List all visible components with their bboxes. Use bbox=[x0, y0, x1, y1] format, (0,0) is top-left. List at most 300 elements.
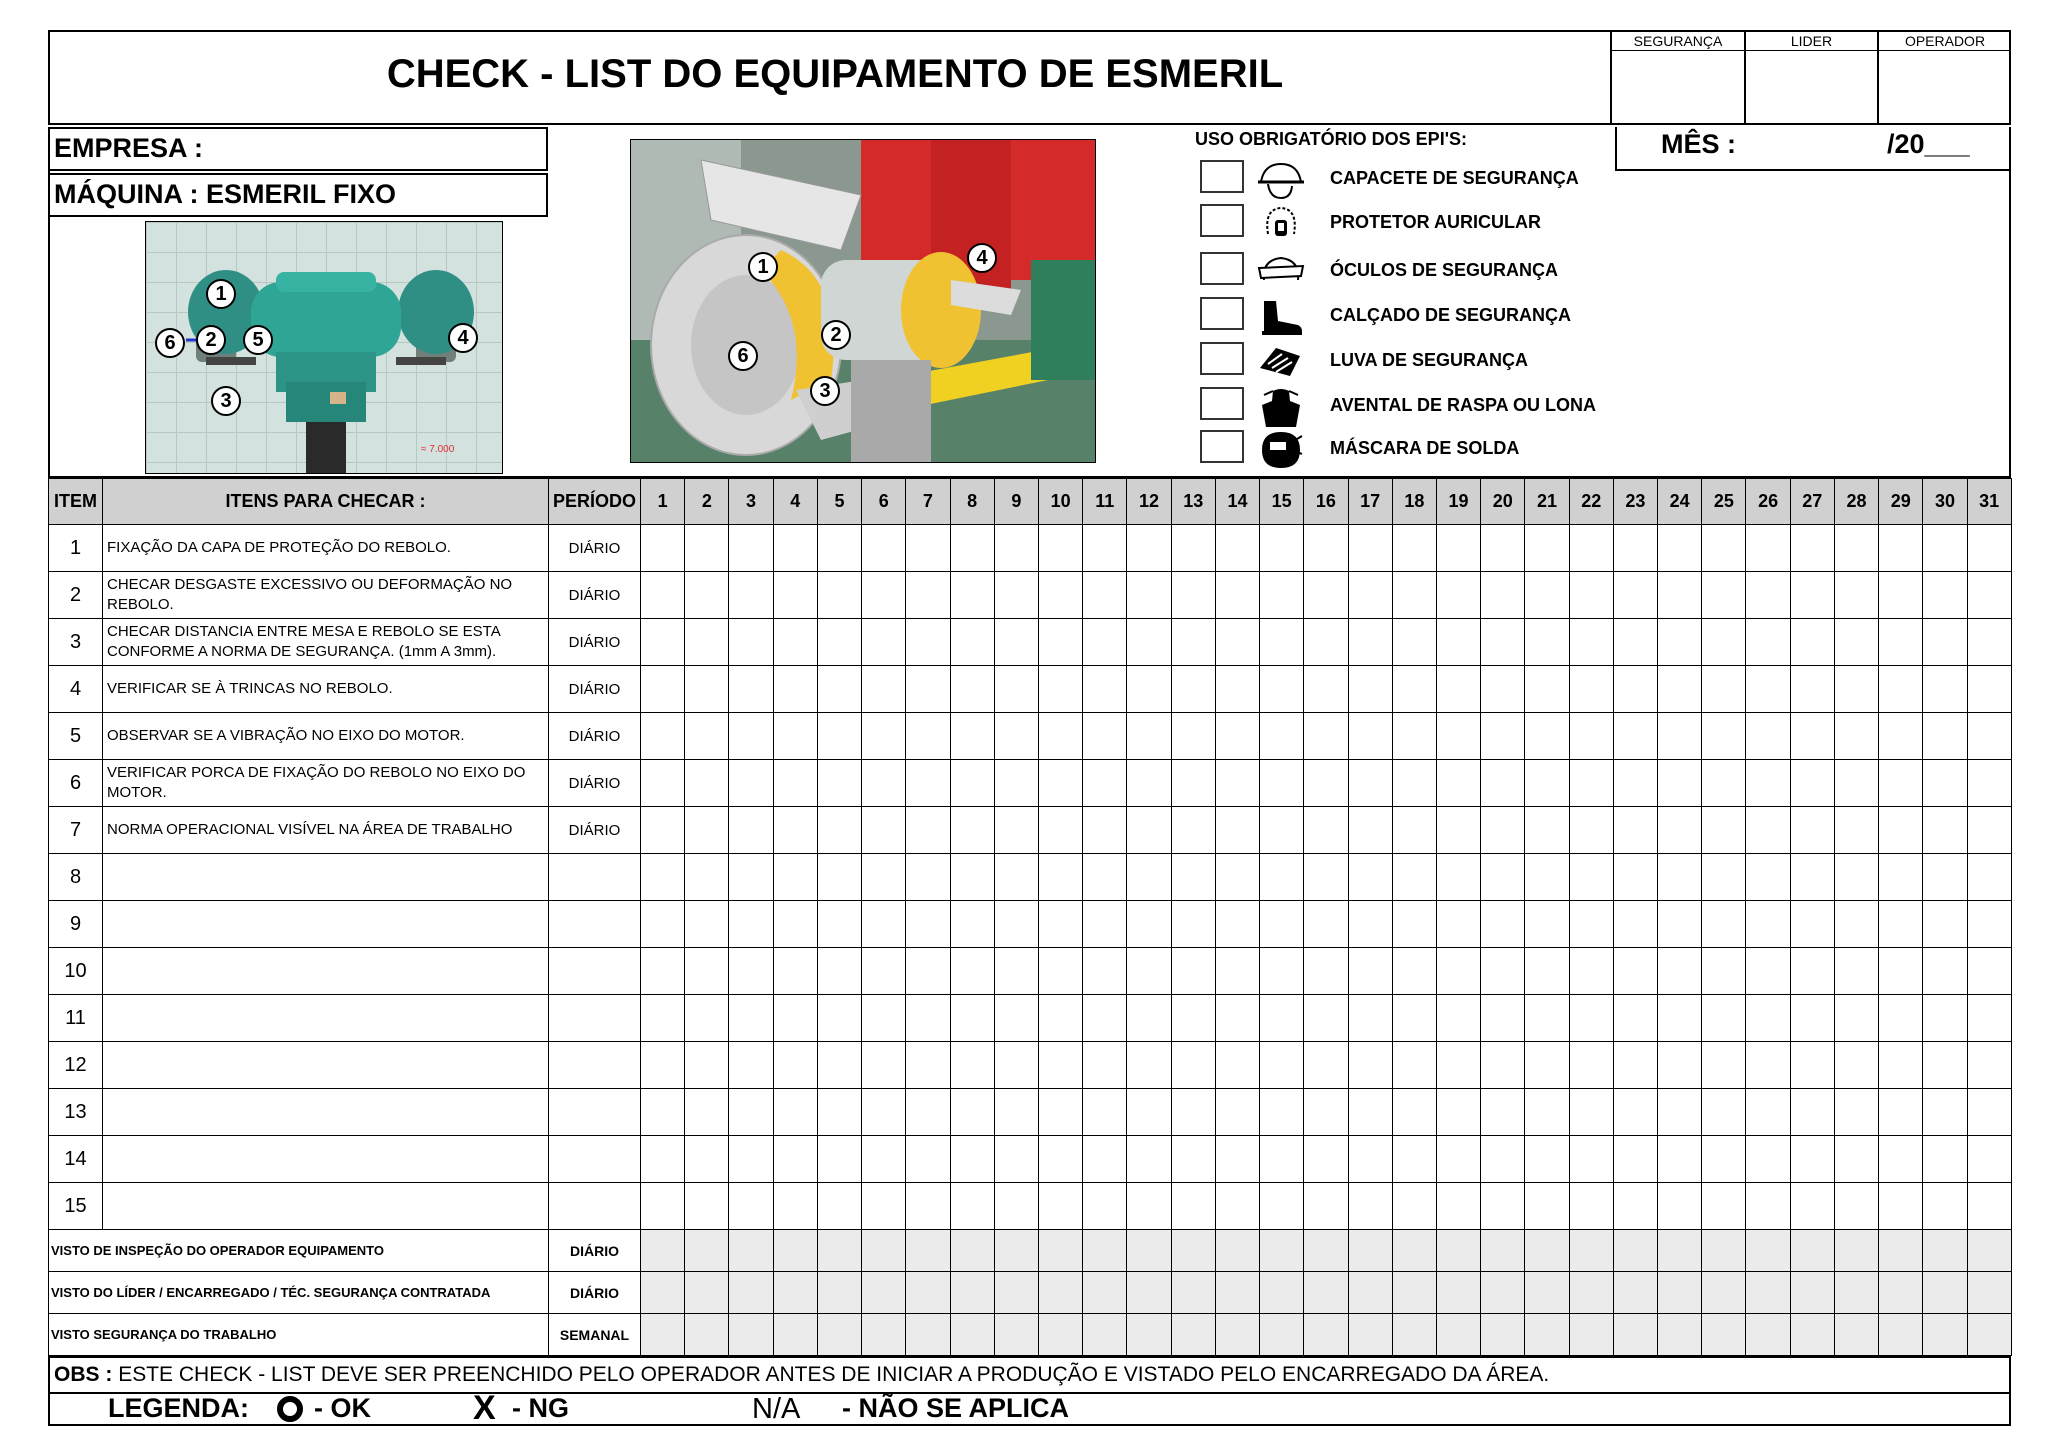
visto-check-cell[interactable] bbox=[950, 1272, 994, 1314]
day-check-cell[interactable] bbox=[817, 901, 861, 948]
visto-check-cell[interactable] bbox=[1171, 1314, 1215, 1356]
day-check-cell[interactable] bbox=[1967, 948, 2011, 995]
visto-check-cell[interactable] bbox=[817, 1230, 861, 1272]
day-check-cell[interactable] bbox=[1304, 572, 1348, 619]
day-check-cell[interactable] bbox=[1083, 525, 1127, 572]
day-check-cell[interactable] bbox=[906, 572, 950, 619]
day-check-cell[interactable] bbox=[685, 1089, 729, 1136]
day-check-cell[interactable] bbox=[1436, 807, 1480, 854]
day-check-cell[interactable] bbox=[641, 1042, 685, 1089]
day-check-cell[interactable] bbox=[1215, 807, 1259, 854]
day-check-cell[interactable] bbox=[641, 948, 685, 995]
day-check-cell[interactable] bbox=[1392, 948, 1436, 995]
day-check-cell[interactable] bbox=[1967, 901, 2011, 948]
day-check-cell[interactable] bbox=[773, 666, 817, 713]
day-check-cell[interactable] bbox=[1790, 1089, 1834, 1136]
day-check-cell[interactable] bbox=[1923, 525, 1967, 572]
day-check-cell[interactable] bbox=[685, 948, 729, 995]
day-check-cell[interactable] bbox=[773, 760, 817, 807]
day-check-cell[interactable] bbox=[1260, 572, 1304, 619]
day-check-cell[interactable] bbox=[1083, 1136, 1127, 1183]
day-check-cell[interactable] bbox=[1658, 760, 1702, 807]
day-check-cell[interactable] bbox=[729, 1136, 773, 1183]
visto-check-cell[interactable] bbox=[1790, 1272, 1834, 1314]
day-check-cell[interactable] bbox=[685, 619, 729, 666]
visto-check-cell[interactable] bbox=[1260, 1230, 1304, 1272]
day-check-cell[interactable] bbox=[994, 1183, 1038, 1230]
visto-check-cell[interactable] bbox=[950, 1314, 994, 1356]
visto-check-cell[interactable] bbox=[1127, 1230, 1171, 1272]
visto-check-cell[interactable] bbox=[1923, 1230, 1967, 1272]
day-check-cell[interactable] bbox=[862, 995, 906, 1042]
day-check-cell[interactable] bbox=[773, 572, 817, 619]
day-check-cell[interactable] bbox=[1790, 854, 1834, 901]
day-check-cell[interactable] bbox=[1525, 1183, 1569, 1230]
day-check-cell[interactable] bbox=[1127, 760, 1171, 807]
day-check-cell[interactable] bbox=[773, 995, 817, 1042]
day-check-cell[interactable] bbox=[1481, 995, 1525, 1042]
day-check-cell[interactable] bbox=[1525, 948, 1569, 995]
day-check-cell[interactable] bbox=[1083, 666, 1127, 713]
day-check-cell[interactable] bbox=[1215, 1042, 1259, 1089]
day-check-cell[interactable] bbox=[1525, 995, 1569, 1042]
day-check-cell[interactable] bbox=[906, 619, 950, 666]
visto-check-cell[interactable] bbox=[1834, 1230, 1878, 1272]
day-check-cell[interactable] bbox=[1613, 948, 1657, 995]
day-check-cell[interactable] bbox=[1038, 1089, 1082, 1136]
day-check-cell[interactable] bbox=[994, 901, 1038, 948]
day-check-cell[interactable] bbox=[1658, 1042, 1702, 1089]
visto-check-cell[interactable] bbox=[1790, 1230, 1834, 1272]
day-check-cell[interactable] bbox=[729, 666, 773, 713]
day-check-cell[interactable] bbox=[862, 619, 906, 666]
day-check-cell[interactable] bbox=[729, 901, 773, 948]
day-check-cell[interactable] bbox=[1525, 713, 1569, 760]
day-check-cell[interactable] bbox=[641, 572, 685, 619]
day-check-cell[interactable] bbox=[1569, 1136, 1613, 1183]
day-check-cell[interactable] bbox=[1790, 807, 1834, 854]
day-check-cell[interactable] bbox=[1967, 1136, 2011, 1183]
day-check-cell[interactable] bbox=[950, 760, 994, 807]
day-check-cell[interactable] bbox=[641, 1089, 685, 1136]
day-check-cell[interactable] bbox=[906, 1183, 950, 1230]
day-check-cell[interactable] bbox=[1746, 525, 1790, 572]
day-check-cell[interactable] bbox=[994, 1089, 1038, 1136]
day-check-cell[interactable] bbox=[1923, 1136, 1967, 1183]
day-check-cell[interactable] bbox=[1790, 619, 1834, 666]
day-check-cell[interactable] bbox=[773, 1136, 817, 1183]
day-check-cell[interactable] bbox=[1967, 854, 2011, 901]
day-check-cell[interactable] bbox=[1746, 1089, 1790, 1136]
day-check-cell[interactable] bbox=[906, 760, 950, 807]
day-check-cell[interactable] bbox=[641, 901, 685, 948]
epi-checkbox[interactable] bbox=[1200, 387, 1244, 420]
day-check-cell[interactable] bbox=[1038, 666, 1082, 713]
day-check-cell[interactable] bbox=[862, 572, 906, 619]
day-check-cell[interactable] bbox=[1083, 854, 1127, 901]
day-check-cell[interactable] bbox=[1613, 1042, 1657, 1089]
day-check-cell[interactable] bbox=[773, 901, 817, 948]
day-check-cell[interactable] bbox=[1215, 948, 1259, 995]
day-check-cell[interactable] bbox=[906, 1136, 950, 1183]
day-check-cell[interactable] bbox=[1658, 713, 1702, 760]
day-check-cell[interactable] bbox=[1260, 713, 1304, 760]
day-check-cell[interactable] bbox=[1613, 572, 1657, 619]
day-check-cell[interactable] bbox=[1613, 525, 1657, 572]
day-check-cell[interactable] bbox=[817, 619, 861, 666]
day-check-cell[interactable] bbox=[1083, 995, 1127, 1042]
day-check-cell[interactable] bbox=[1569, 901, 1613, 948]
day-check-cell[interactable] bbox=[1790, 760, 1834, 807]
day-check-cell[interactable] bbox=[994, 1136, 1038, 1183]
day-check-cell[interactable] bbox=[1834, 807, 1878, 854]
day-check-cell[interactable] bbox=[1790, 901, 1834, 948]
day-check-cell[interactable] bbox=[950, 1136, 994, 1183]
visto-check-cell[interactable] bbox=[1481, 1314, 1525, 1356]
day-check-cell[interactable] bbox=[1127, 1183, 1171, 1230]
day-check-cell[interactable] bbox=[1348, 995, 1392, 1042]
visto-check-cell[interactable] bbox=[1083, 1272, 1127, 1314]
visto-check-cell[interactable] bbox=[1967, 1272, 2011, 1314]
day-check-cell[interactable] bbox=[862, 666, 906, 713]
visto-check-cell[interactable] bbox=[685, 1272, 729, 1314]
day-check-cell[interactable] bbox=[994, 619, 1038, 666]
visto-check-cell[interactable] bbox=[1215, 1314, 1259, 1356]
visto-check-cell[interactable] bbox=[994, 1230, 1038, 1272]
day-check-cell[interactable] bbox=[1171, 619, 1215, 666]
day-check-cell[interactable] bbox=[1834, 854, 1878, 901]
day-check-cell[interactable] bbox=[685, 901, 729, 948]
day-check-cell[interactable] bbox=[1525, 525, 1569, 572]
day-check-cell[interactable] bbox=[1083, 1042, 1127, 1089]
day-check-cell[interactable] bbox=[729, 854, 773, 901]
day-check-cell[interactable] bbox=[1348, 666, 1392, 713]
day-check-cell[interactable] bbox=[729, 807, 773, 854]
day-check-cell[interactable] bbox=[817, 760, 861, 807]
visto-check-cell[interactable] bbox=[1436, 1230, 1480, 1272]
day-check-cell[interactable] bbox=[1967, 1089, 2011, 1136]
day-check-cell[interactable] bbox=[1436, 666, 1480, 713]
day-check-cell[interactable] bbox=[1215, 525, 1259, 572]
day-check-cell[interactable] bbox=[1613, 901, 1657, 948]
day-check-cell[interactable] bbox=[1083, 1183, 1127, 1230]
day-check-cell[interactable] bbox=[1613, 760, 1657, 807]
visto-check-cell[interactable] bbox=[1348, 1230, 1392, 1272]
day-check-cell[interactable] bbox=[729, 572, 773, 619]
day-check-cell[interactable] bbox=[1215, 854, 1259, 901]
day-check-cell[interactable] bbox=[862, 713, 906, 760]
day-check-cell[interactable] bbox=[1923, 1042, 1967, 1089]
day-check-cell[interactable] bbox=[1348, 807, 1392, 854]
day-check-cell[interactable] bbox=[1392, 901, 1436, 948]
day-check-cell[interactable] bbox=[1171, 713, 1215, 760]
day-check-cell[interactable] bbox=[1038, 760, 1082, 807]
day-check-cell[interactable] bbox=[1436, 1042, 1480, 1089]
day-check-cell[interactable] bbox=[1304, 619, 1348, 666]
day-check-cell[interactable] bbox=[817, 572, 861, 619]
empresa-field[interactable] bbox=[50, 127, 548, 171]
visto-check-cell[interactable] bbox=[817, 1272, 861, 1314]
day-check-cell[interactable] bbox=[1569, 807, 1613, 854]
day-check-cell[interactable] bbox=[1481, 1183, 1525, 1230]
day-check-cell[interactable] bbox=[1304, 666, 1348, 713]
day-check-cell[interactable] bbox=[1525, 901, 1569, 948]
day-check-cell[interactable] bbox=[1127, 525, 1171, 572]
day-check-cell[interactable] bbox=[1215, 713, 1259, 760]
day-check-cell[interactable] bbox=[1304, 713, 1348, 760]
day-check-cell[interactable] bbox=[1083, 572, 1127, 619]
day-check-cell[interactable] bbox=[1348, 572, 1392, 619]
day-check-cell[interactable] bbox=[1702, 1183, 1746, 1230]
day-check-cell[interactable] bbox=[729, 1183, 773, 1230]
day-check-cell[interactable] bbox=[1348, 713, 1392, 760]
day-check-cell[interactable] bbox=[1260, 1183, 1304, 1230]
day-check-cell[interactable] bbox=[994, 525, 1038, 572]
day-check-cell[interactable] bbox=[1613, 619, 1657, 666]
day-check-cell[interactable] bbox=[906, 948, 950, 995]
day-check-cell[interactable] bbox=[1436, 713, 1480, 760]
day-check-cell[interactable] bbox=[1171, 1042, 1215, 1089]
day-check-cell[interactable] bbox=[950, 713, 994, 760]
day-check-cell[interactable] bbox=[729, 1089, 773, 1136]
day-check-cell[interactable] bbox=[1436, 854, 1480, 901]
day-check-cell[interactable] bbox=[1304, 1183, 1348, 1230]
visto-check-cell[interactable] bbox=[1879, 1230, 1923, 1272]
day-check-cell[interactable] bbox=[862, 948, 906, 995]
visto-check-cell[interactable] bbox=[729, 1314, 773, 1356]
day-check-cell[interactable] bbox=[1879, 525, 1923, 572]
visto-check-cell[interactable] bbox=[1613, 1230, 1657, 1272]
day-check-cell[interactable] bbox=[1613, 1183, 1657, 1230]
day-check-cell[interactable] bbox=[685, 1136, 729, 1183]
day-check-cell[interactable] bbox=[773, 948, 817, 995]
day-check-cell[interactable] bbox=[1038, 854, 1082, 901]
day-check-cell[interactable] bbox=[817, 525, 861, 572]
day-check-cell[interactable] bbox=[1215, 619, 1259, 666]
day-check-cell[interactable] bbox=[1215, 760, 1259, 807]
visto-check-cell[interactable] bbox=[1702, 1272, 1746, 1314]
day-check-cell[interactable] bbox=[994, 995, 1038, 1042]
visto-check-cell[interactable] bbox=[1569, 1230, 1613, 1272]
visto-check-cell[interactable] bbox=[1304, 1230, 1348, 1272]
day-check-cell[interactable] bbox=[1392, 995, 1436, 1042]
visto-check-cell[interactable] bbox=[1260, 1314, 1304, 1356]
visto-check-cell[interactable] bbox=[950, 1230, 994, 1272]
visto-check-cell[interactable] bbox=[1834, 1272, 1878, 1314]
day-check-cell[interactable] bbox=[1083, 1089, 1127, 1136]
day-check-cell[interactable] bbox=[1790, 666, 1834, 713]
visto-check-cell[interactable] bbox=[906, 1314, 950, 1356]
visto-check-cell[interactable] bbox=[1215, 1230, 1259, 1272]
day-check-cell[interactable] bbox=[1790, 1183, 1834, 1230]
day-check-cell[interactable] bbox=[1967, 713, 2011, 760]
day-check-cell[interactable] bbox=[1127, 1042, 1171, 1089]
day-check-cell[interactable] bbox=[1746, 901, 1790, 948]
day-check-cell[interactable] bbox=[1879, 1042, 1923, 1089]
visto-check-cell[interactable] bbox=[994, 1272, 1038, 1314]
day-check-cell[interactable] bbox=[1834, 713, 1878, 760]
day-check-cell[interactable] bbox=[1260, 1089, 1304, 1136]
day-check-cell[interactable] bbox=[817, 948, 861, 995]
day-check-cell[interactable] bbox=[1658, 666, 1702, 713]
day-check-cell[interactable] bbox=[773, 1042, 817, 1089]
day-check-cell[interactable] bbox=[1834, 760, 1878, 807]
day-check-cell[interactable] bbox=[1569, 760, 1613, 807]
visto-check-cell[interactable] bbox=[1038, 1272, 1082, 1314]
day-check-cell[interactable] bbox=[1481, 525, 1525, 572]
day-check-cell[interactable] bbox=[685, 995, 729, 1042]
day-check-cell[interactable] bbox=[1702, 666, 1746, 713]
day-check-cell[interactable] bbox=[1790, 948, 1834, 995]
day-check-cell[interactable] bbox=[1790, 995, 1834, 1042]
day-check-cell[interactable] bbox=[641, 760, 685, 807]
day-check-cell[interactable] bbox=[1658, 525, 1702, 572]
day-check-cell[interactable] bbox=[1038, 572, 1082, 619]
day-check-cell[interactable] bbox=[950, 525, 994, 572]
day-check-cell[interactable] bbox=[906, 995, 950, 1042]
day-check-cell[interactable] bbox=[817, 1042, 861, 1089]
day-check-cell[interactable] bbox=[1746, 948, 1790, 995]
day-check-cell[interactable] bbox=[950, 1042, 994, 1089]
day-check-cell[interactable] bbox=[1215, 1136, 1259, 1183]
day-check-cell[interactable] bbox=[1746, 1042, 1790, 1089]
day-check-cell[interactable] bbox=[1083, 713, 1127, 760]
day-check-cell[interactable] bbox=[1746, 995, 1790, 1042]
day-check-cell[interactable] bbox=[729, 948, 773, 995]
day-check-cell[interactable] bbox=[1481, 1136, 1525, 1183]
day-check-cell[interactable] bbox=[1923, 666, 1967, 713]
day-check-cell[interactable] bbox=[685, 525, 729, 572]
day-check-cell[interactable] bbox=[1613, 807, 1657, 854]
day-check-cell[interactable] bbox=[1038, 948, 1082, 995]
day-check-cell[interactable] bbox=[1392, 1042, 1436, 1089]
day-check-cell[interactable] bbox=[1304, 1042, 1348, 1089]
visto-check-cell[interactable] bbox=[906, 1272, 950, 1314]
day-check-cell[interactable] bbox=[862, 525, 906, 572]
visto-check-cell[interactable] bbox=[1348, 1314, 1392, 1356]
day-check-cell[interactable] bbox=[1127, 619, 1171, 666]
visto-check-cell[interactable] bbox=[1436, 1272, 1480, 1314]
day-check-cell[interactable] bbox=[1658, 1136, 1702, 1183]
day-check-cell[interactable] bbox=[1127, 901, 1171, 948]
day-check-cell[interactable] bbox=[1702, 525, 1746, 572]
day-check-cell[interactable] bbox=[1923, 948, 1967, 995]
day-check-cell[interactable] bbox=[1481, 760, 1525, 807]
day-check-cell[interactable] bbox=[773, 713, 817, 760]
day-check-cell[interactable] bbox=[1392, 807, 1436, 854]
day-check-cell[interactable] bbox=[817, 854, 861, 901]
day-check-cell[interactable] bbox=[773, 619, 817, 666]
visto-check-cell[interactable] bbox=[1658, 1272, 1702, 1314]
day-check-cell[interactable] bbox=[994, 760, 1038, 807]
day-check-cell[interactable] bbox=[1038, 619, 1082, 666]
day-check-cell[interactable] bbox=[1879, 854, 1923, 901]
day-check-cell[interactable] bbox=[862, 760, 906, 807]
day-check-cell[interactable] bbox=[1304, 948, 1348, 995]
day-check-cell[interactable] bbox=[1171, 1136, 1215, 1183]
day-check-cell[interactable] bbox=[1436, 901, 1480, 948]
day-check-cell[interactable] bbox=[1967, 525, 2011, 572]
visto-check-cell[interactable] bbox=[1392, 1314, 1436, 1356]
day-check-cell[interactable] bbox=[1260, 948, 1304, 995]
day-check-cell[interactable] bbox=[1304, 1089, 1348, 1136]
day-check-cell[interactable] bbox=[1304, 807, 1348, 854]
day-check-cell[interactable] bbox=[1392, 666, 1436, 713]
day-check-cell[interactable] bbox=[1525, 619, 1569, 666]
day-check-cell[interactable] bbox=[1569, 713, 1613, 760]
visto-check-cell[interactable] bbox=[1304, 1272, 1348, 1314]
day-check-cell[interactable] bbox=[1083, 901, 1127, 948]
day-check-cell[interactable] bbox=[1481, 666, 1525, 713]
day-check-cell[interactable] bbox=[1525, 760, 1569, 807]
day-check-cell[interactable] bbox=[1481, 807, 1525, 854]
day-check-cell[interactable] bbox=[1525, 854, 1569, 901]
visto-check-cell[interactable] bbox=[729, 1272, 773, 1314]
visto-check-cell[interactable] bbox=[862, 1314, 906, 1356]
day-check-cell[interactable] bbox=[1392, 854, 1436, 901]
visto-check-cell[interactable] bbox=[994, 1314, 1038, 1356]
day-check-cell[interactable] bbox=[1260, 760, 1304, 807]
day-check-cell[interactable] bbox=[1171, 525, 1215, 572]
day-check-cell[interactable] bbox=[773, 1183, 817, 1230]
day-check-cell[interactable] bbox=[1923, 854, 1967, 901]
day-check-cell[interactable] bbox=[1260, 995, 1304, 1042]
day-check-cell[interactable] bbox=[1569, 572, 1613, 619]
day-check-cell[interactable] bbox=[685, 713, 729, 760]
day-check-cell[interactable] bbox=[994, 572, 1038, 619]
day-check-cell[interactable] bbox=[1127, 1089, 1171, 1136]
day-check-cell[interactable] bbox=[685, 760, 729, 807]
day-check-cell[interactable] bbox=[1967, 619, 2011, 666]
day-check-cell[interactable] bbox=[1879, 619, 1923, 666]
visto-check-cell[interactable] bbox=[1569, 1272, 1613, 1314]
day-check-cell[interactable] bbox=[1923, 713, 1967, 760]
visto-check-cell[interactable] bbox=[1746, 1272, 1790, 1314]
day-check-cell[interactable] bbox=[1215, 572, 1259, 619]
visto-check-cell[interactable] bbox=[906, 1230, 950, 1272]
day-check-cell[interactable] bbox=[1834, 1089, 1878, 1136]
day-check-cell[interactable] bbox=[1569, 1042, 1613, 1089]
day-check-cell[interactable] bbox=[1923, 995, 1967, 1042]
day-check-cell[interactable] bbox=[1260, 666, 1304, 713]
day-check-cell[interactable] bbox=[1215, 1089, 1259, 1136]
visto-check-cell[interactable] bbox=[1038, 1230, 1082, 1272]
day-check-cell[interactable] bbox=[1260, 525, 1304, 572]
visto-check-cell[interactable] bbox=[1923, 1314, 1967, 1356]
day-check-cell[interactable] bbox=[729, 760, 773, 807]
day-check-cell[interactable] bbox=[1658, 901, 1702, 948]
day-check-cell[interactable] bbox=[1525, 1042, 1569, 1089]
day-check-cell[interactable] bbox=[1658, 854, 1702, 901]
visto-check-cell[interactable] bbox=[1127, 1314, 1171, 1356]
day-check-cell[interactable] bbox=[1702, 995, 1746, 1042]
day-check-cell[interactable] bbox=[817, 713, 861, 760]
day-check-cell[interactable] bbox=[1790, 1136, 1834, 1183]
day-check-cell[interactable] bbox=[641, 666, 685, 713]
day-check-cell[interactable] bbox=[1171, 901, 1215, 948]
day-check-cell[interactable] bbox=[1834, 666, 1878, 713]
day-check-cell[interactable] bbox=[817, 666, 861, 713]
visto-check-cell[interactable] bbox=[1790, 1314, 1834, 1356]
day-check-cell[interactable] bbox=[994, 1042, 1038, 1089]
visto-check-cell[interactable] bbox=[641, 1314, 685, 1356]
day-check-cell[interactable] bbox=[1038, 713, 1082, 760]
day-check-cell[interactable] bbox=[1436, 572, 1480, 619]
day-check-cell[interactable] bbox=[1790, 1042, 1834, 1089]
day-check-cell[interactable] bbox=[862, 1089, 906, 1136]
day-check-cell[interactable] bbox=[1879, 1089, 1923, 1136]
visto-check-cell[interactable] bbox=[1879, 1314, 1923, 1356]
